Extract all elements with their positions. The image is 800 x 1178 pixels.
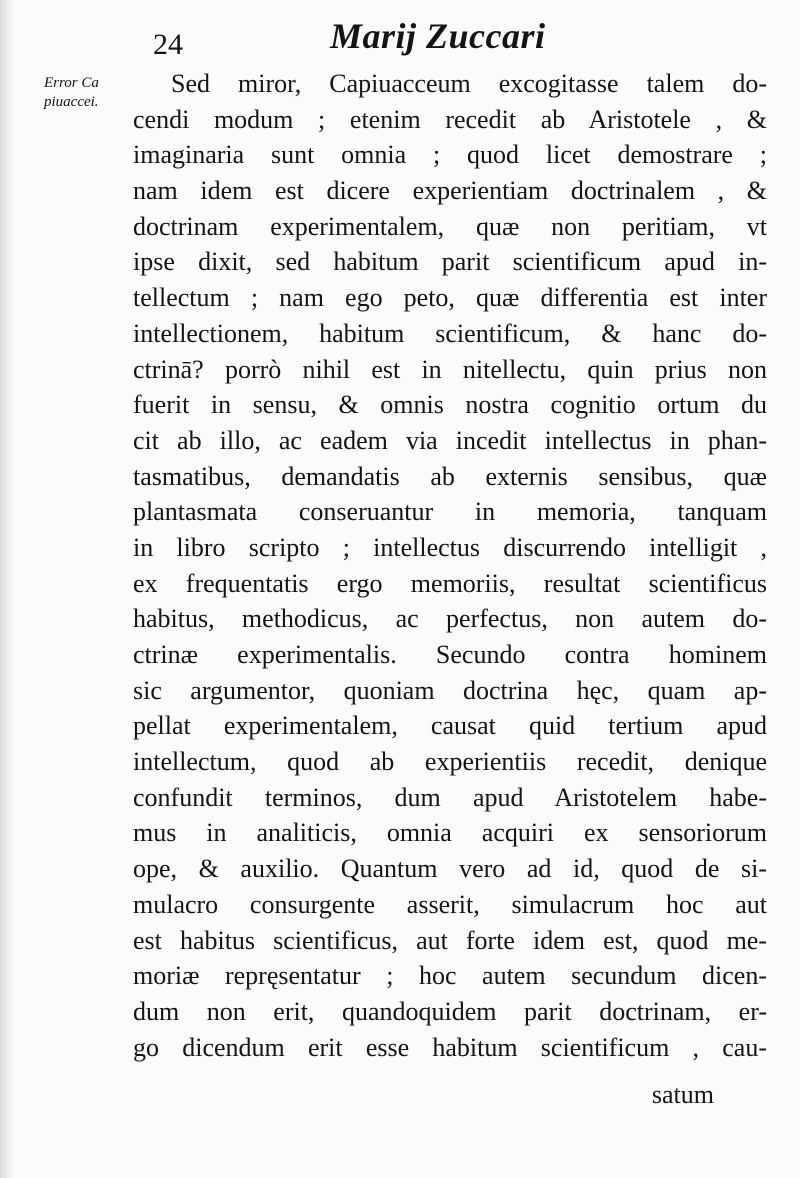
text-line: tasmatibus, demandatis ab externis sensibus, quæ <box>133 461 767 491</box>
text-line: intellectionem, habitum scientificum, & hanc do- <box>133 318 767 348</box>
page-number: 24 <box>153 28 183 61</box>
text-line: sic argumentor, quoniam doctrina hęc, quam ap- <box>133 675 767 705</box>
text-line: in libro scripto ; intellectus discurrendo intelligit , <box>133 532 767 562</box>
text-line: nam idem est dicere experientiam doctrinalem , & <box>133 176 767 206</box>
text-line: est habitus scientificus, aut forte idem est, quod me- <box>133 925 767 955</box>
running-head: Marij Zuccari <box>330 16 546 56</box>
margin-note <box>44 74 136 112</box>
text-line: ctrinā? porrò nihil est in nitellectu, quin prius non <box>133 354 767 384</box>
body-text <box>133 66 767 1065</box>
text-line: moriæ repręsentatur ; hoc autem secundum dicen- <box>133 961 767 991</box>
text-line: fuerit in sensu, & omnis nostra cognitio ortum du <box>133 390 767 420</box>
text-line: confundit terminos, dum apud Aristotelem habe- <box>133 782 767 812</box>
text-line: tellectum ; nam ego peto, quæ differentia est inter <box>133 283 767 313</box>
text-line: intellectum, quod ab experientiis recedit, denique <box>133 747 767 777</box>
text-line: ex frequentatis ergo memoriis, resultat scientificus <box>133 568 767 598</box>
text-line: imaginaria sunt omnia ; quod licet demostrare ; <box>133 140 767 170</box>
text-line: mulacro consurgente asserit, simulacrum hoc aut <box>133 889 767 919</box>
text-line: mus in analiticis, omnia acquiri ex sensoriorum <box>133 818 767 848</box>
page-header <box>0 16 800 64</box>
text-line: Sed miror, Capiuacceum excogitasse talem do- <box>171 69 767 98</box>
text-line: doctrinam experimentalem, quæ non peritiam, vt <box>133 211 767 241</box>
text-line: dum non erit, quandoquidem parit doctrinam, er- <box>133 996 767 1026</box>
catchword: satum <box>651 1080 714 1109</box>
text-line: cendi modum ; etenim recedit ab Aristotele , & <box>133 104 767 134</box>
text-line: ctrinæ experimentalis. Secundo contra hominem <box>133 640 767 669</box>
margin-note-line: Error Ca <box>44 75 99 91</box>
text-line: plantasmata conseruantur in memoria, tanquam <box>133 497 767 527</box>
text-line: ipse dixit, sed habitum parit scientificum apud in- <box>133 247 767 277</box>
text-line: cit ab illo, ac eadem via incedit intellectus in phan- <box>133 425 767 455</box>
text-line: pellat experimentalem, causat quid tertium apud <box>133 711 767 741</box>
page-edge-shadow <box>0 0 14 1178</box>
text-line: go dicendum erit esse habitum scientificum , cau- <box>133 1032 767 1062</box>
text-line: ope, & auxilio. Quantum vero ad id, quod de si- <box>133 854 767 884</box>
margin-note-line: piuaccei. <box>44 94 99 110</box>
text-line: habitus, methodicus, ac perfectus, non autem do- <box>133 604 767 634</box>
